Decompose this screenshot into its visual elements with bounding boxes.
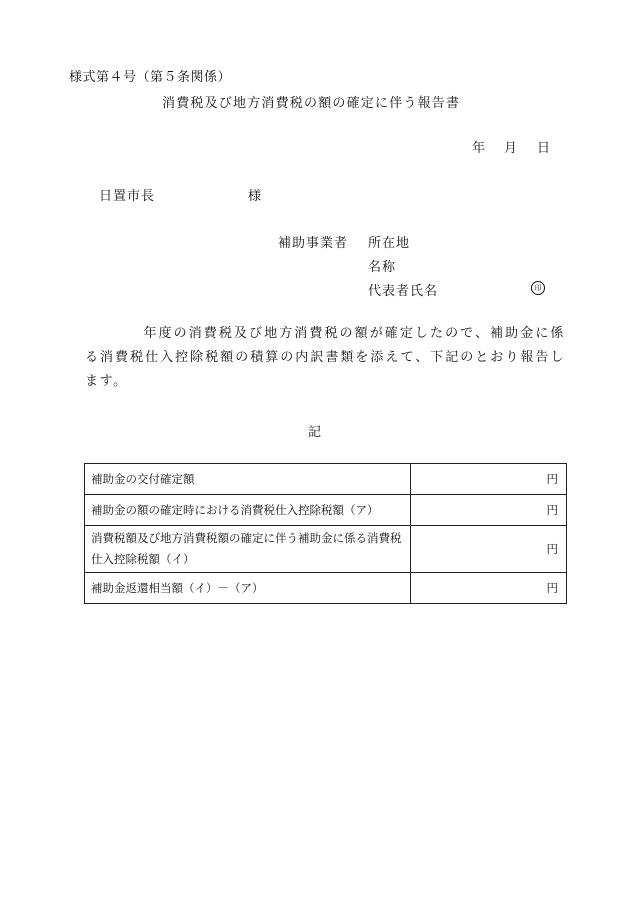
date-year-label: 年 [472,141,486,156]
row-amount-cell[interactable]: 円 [411,573,567,604]
addressee-name: 日置市長 [99,189,156,204]
row-label: 消費税額及び地方消費税額の確定に伴う補助金に係る消費税仕入控除税額（イ） [85,526,411,573]
date-line [472,137,550,156]
document-title: 消費税及び地方消費税の額の確定に伴う報告書 [162,96,461,111]
row-amount-cell[interactable]: 円 [411,526,567,573]
row-label: 補助金の額の確定時における消費税仕入控除税額（ア） [85,495,411,526]
table-row [85,526,567,573]
ki-heading: 記 [308,425,322,440]
row-label: 補助金返還相当額（イ）－（ア） [85,573,411,604]
row-amount-cell[interactable]: 円 [411,464,567,495]
amounts-table [84,463,567,604]
table-row [85,464,567,495]
row-amount-cell[interactable]: 円 [411,495,567,526]
applicant-label: 補助事業者 [278,236,349,251]
address-field-label: 所在地 [368,236,411,251]
table-row [85,495,567,526]
representative-field-label: 代表者氏名 [368,284,439,299]
form-number: 様式第４号（第５条関係） [69,70,232,85]
report-body [85,322,565,394]
name-field-label: 名称 [368,260,397,275]
date-day-label: 日 [537,141,551,156]
date-month-label: 月 [504,141,518,156]
table-row [85,573,567,604]
row-label: 補助金の交付確定額 [85,464,411,495]
report-body-text: 年度の消費税及び地方消費税の額が確定したので、補助金に係る消費税仕入控除税額の積算の内訳書類を添えて、下記のとおり報告します。 [85,326,565,389]
seal-icon: 印 [531,281,545,295]
addressee-honorific: 様 [248,189,262,204]
